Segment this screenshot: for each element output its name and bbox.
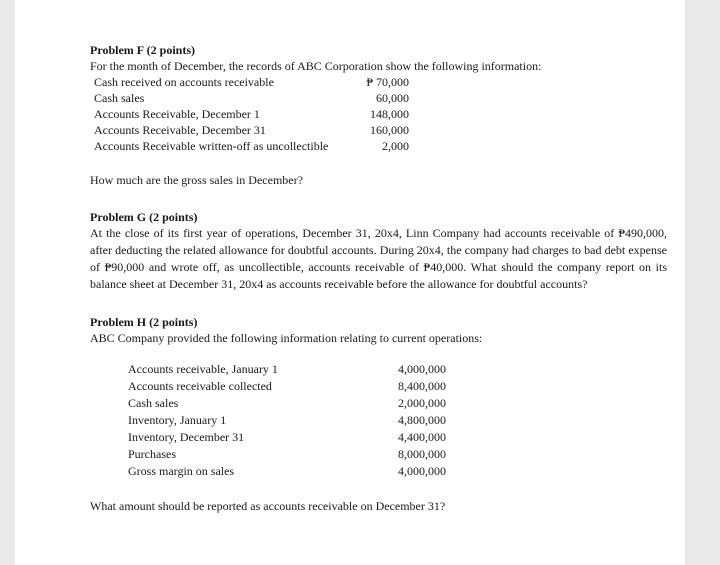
table-row — [128, 446, 454, 463]
item-label: Accounts receivable, January 1 — [128, 362, 278, 376]
problem-f-title: Problem F (2 points) — [90, 43, 195, 57]
problem-f-table — [94, 74, 409, 154]
problem-f-question: How much are the gross sales in December? — [90, 173, 303, 187]
item-label: Inventory, December 31 — [128, 430, 245, 444]
table-row — [94, 122, 409, 138]
item-label: Accounts Receivable, December 1 — [94, 107, 260, 121]
table-row — [128, 429, 454, 446]
table-row — [94, 90, 409, 106]
item-value: 160,000 — [370, 123, 409, 137]
item-value: 4,000,000 — [398, 464, 446, 478]
table-row — [128, 378, 454, 395]
table-row — [94, 74, 409, 90]
item-label: Cash sales — [94, 91, 145, 105]
problem-f-intro: For the month of December, the records of ABC Corporation show the following information: — [90, 59, 542, 73]
item-label: Accounts Receivable written-off as uncollectible — [94, 139, 329, 153]
table-row — [94, 106, 409, 122]
item-value: 4,400,000 — [398, 430, 446, 444]
item-value: 8,000,000 — [398, 447, 446, 461]
item-label: Accounts receivable collected — [128, 379, 272, 393]
problem-h-title: Problem H (2 points) — [90, 315, 198, 329]
table-row — [128, 361, 454, 378]
item-label: Cash sales — [128, 396, 179, 410]
item-label: Cash received on accounts receivable — [94, 75, 274, 89]
problem-g-text: At the close of its first year of operations, December 31, 20x4, Linn Company had accounts receivable of ₱490,000, after deducting the related allowance for doubtful accounts. During 20x4, the company had charges to bad debt expense of ₱90,000 and wrote off, as uncollectible, accounts receivable of ₱40,000. What should the company report on its balance sheet at December 31, 20x4 as accounts receivable before the allowance for doubtful accounts? — [90, 226, 667, 291]
item-value: 4,800,000 — [398, 413, 446, 427]
item-label: Inventory, January 1 — [128, 413, 227, 427]
table-row — [128, 395, 454, 412]
document-page — [15, 0, 685, 565]
problem-h-table — [128, 361, 454, 480]
item-value: 148,000 — [370, 107, 409, 121]
item-value: 2,000,000 — [398, 396, 446, 410]
item-value: ₱ 70,000 — [366, 75, 409, 89]
problem-h-question: What amount should be reported as accounts receivable on December 31? — [90, 499, 446, 513]
item-label: Purchases — [128, 447, 176, 461]
item-value: 60,000 — [376, 91, 409, 105]
item-label: Accounts Receivable, December 31 — [94, 123, 266, 137]
item-value: 4,000,000 — [398, 362, 446, 376]
item-value: 8,400,000 — [398, 379, 446, 393]
table-row — [128, 463, 454, 480]
problem-h-intro: ABC Company provided the following information relating to current operations: — [90, 331, 483, 345]
table-row — [94, 138, 409, 154]
document-content — [90, 42, 667, 514]
table-row — [128, 412, 454, 429]
problem-g-title: Problem G (2 points) — [90, 210, 198, 224]
item-label: Gross margin on sales — [128, 464, 235, 478]
item-value: 2,000 — [382, 139, 409, 153]
